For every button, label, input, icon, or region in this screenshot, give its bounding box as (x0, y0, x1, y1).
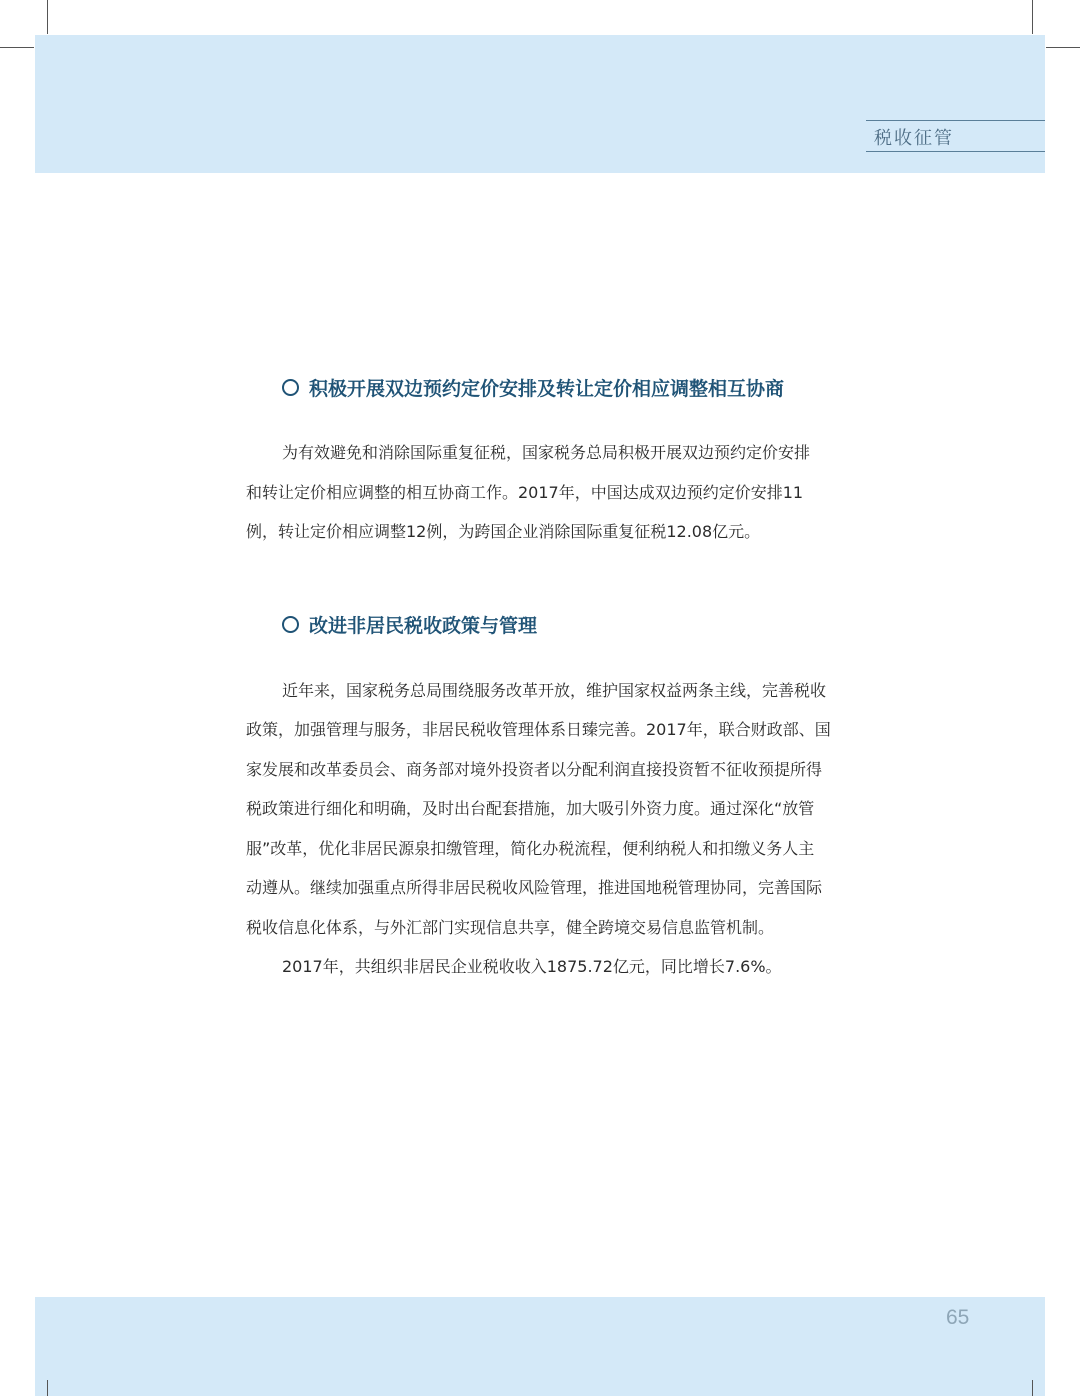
footer-band (35, 1297, 1045, 1396)
paragraph-line: 税收信息化体系，与外汇部门实现信息共享，健全跨境交易信息监管机制。 (246, 918, 775, 937)
header-band (35, 35, 1045, 173)
crop-mark (1046, 47, 1080, 48)
crop-mark (1032, 0, 1033, 34)
paragraph-line: 为有效避免和消除国际重复征税，国家税务总局积极开展双边预约定价安排 (282, 443, 811, 462)
section-heading-text: 改进非居民税收政策与管理 (309, 615, 538, 637)
paragraph-line: 家发展和改革委员会、商务部对境外投资者以分配利润直接投资暂不征收预提所得 (246, 760, 823, 779)
paragraph-line: 和转让定价相应调整的相互协商工作。2017年，中国达成双边预约定价安排11 (246, 483, 804, 502)
paragraph-line: 动遵从。继续加强重点所得非居民税收风险管理，推进国地税管理协同，完善国际 (246, 878, 823, 897)
paragraph-line: 政策，加强管理与服务，非居民税收管理体系日臻完善。2017年，联合财政部、国 (246, 720, 831, 739)
chapter-label (866, 120, 1045, 152)
circle-bullet-icon (282, 379, 299, 396)
paragraph-line: 税政策进行细化和明确，及时出台配套措施，加大吸引外资力度。通过深化“放管 (246, 799, 815, 818)
chapter-label-text: 税收征管 (874, 128, 954, 149)
paragraph-line: 2017年，共组织非居民企业税收收入1875.72亿元，同比增长7.6%。 (282, 957, 782, 976)
section-heading (282, 611, 537, 638)
crop-mark (0, 47, 34, 48)
paragraph-line: 例，转让定价相应调整12例，为跨国企业消除国际重复征税12.08亿元。 (246, 522, 761, 541)
crop-mark (47, 0, 48, 34)
section-heading-text: 积极开展双边预约定价安排及转让定价相应调整相互协商 (309, 378, 785, 400)
circle-bullet-icon (282, 616, 299, 633)
paragraph-line: 服”改革，优化非居民源泉扣缴管理，简化办税流程，便利纳税人和扣缴义务人主 (246, 839, 815, 858)
crop-mark (1032, 1380, 1033, 1396)
section-heading (282, 374, 784, 401)
page-number: 65 (946, 1306, 970, 1329)
paragraph-line: 近年来，国家税务总局围绕服务改革开放，维护国家权益两条主线，完善税收 (282, 681, 827, 700)
crop-mark (47, 1380, 48, 1396)
